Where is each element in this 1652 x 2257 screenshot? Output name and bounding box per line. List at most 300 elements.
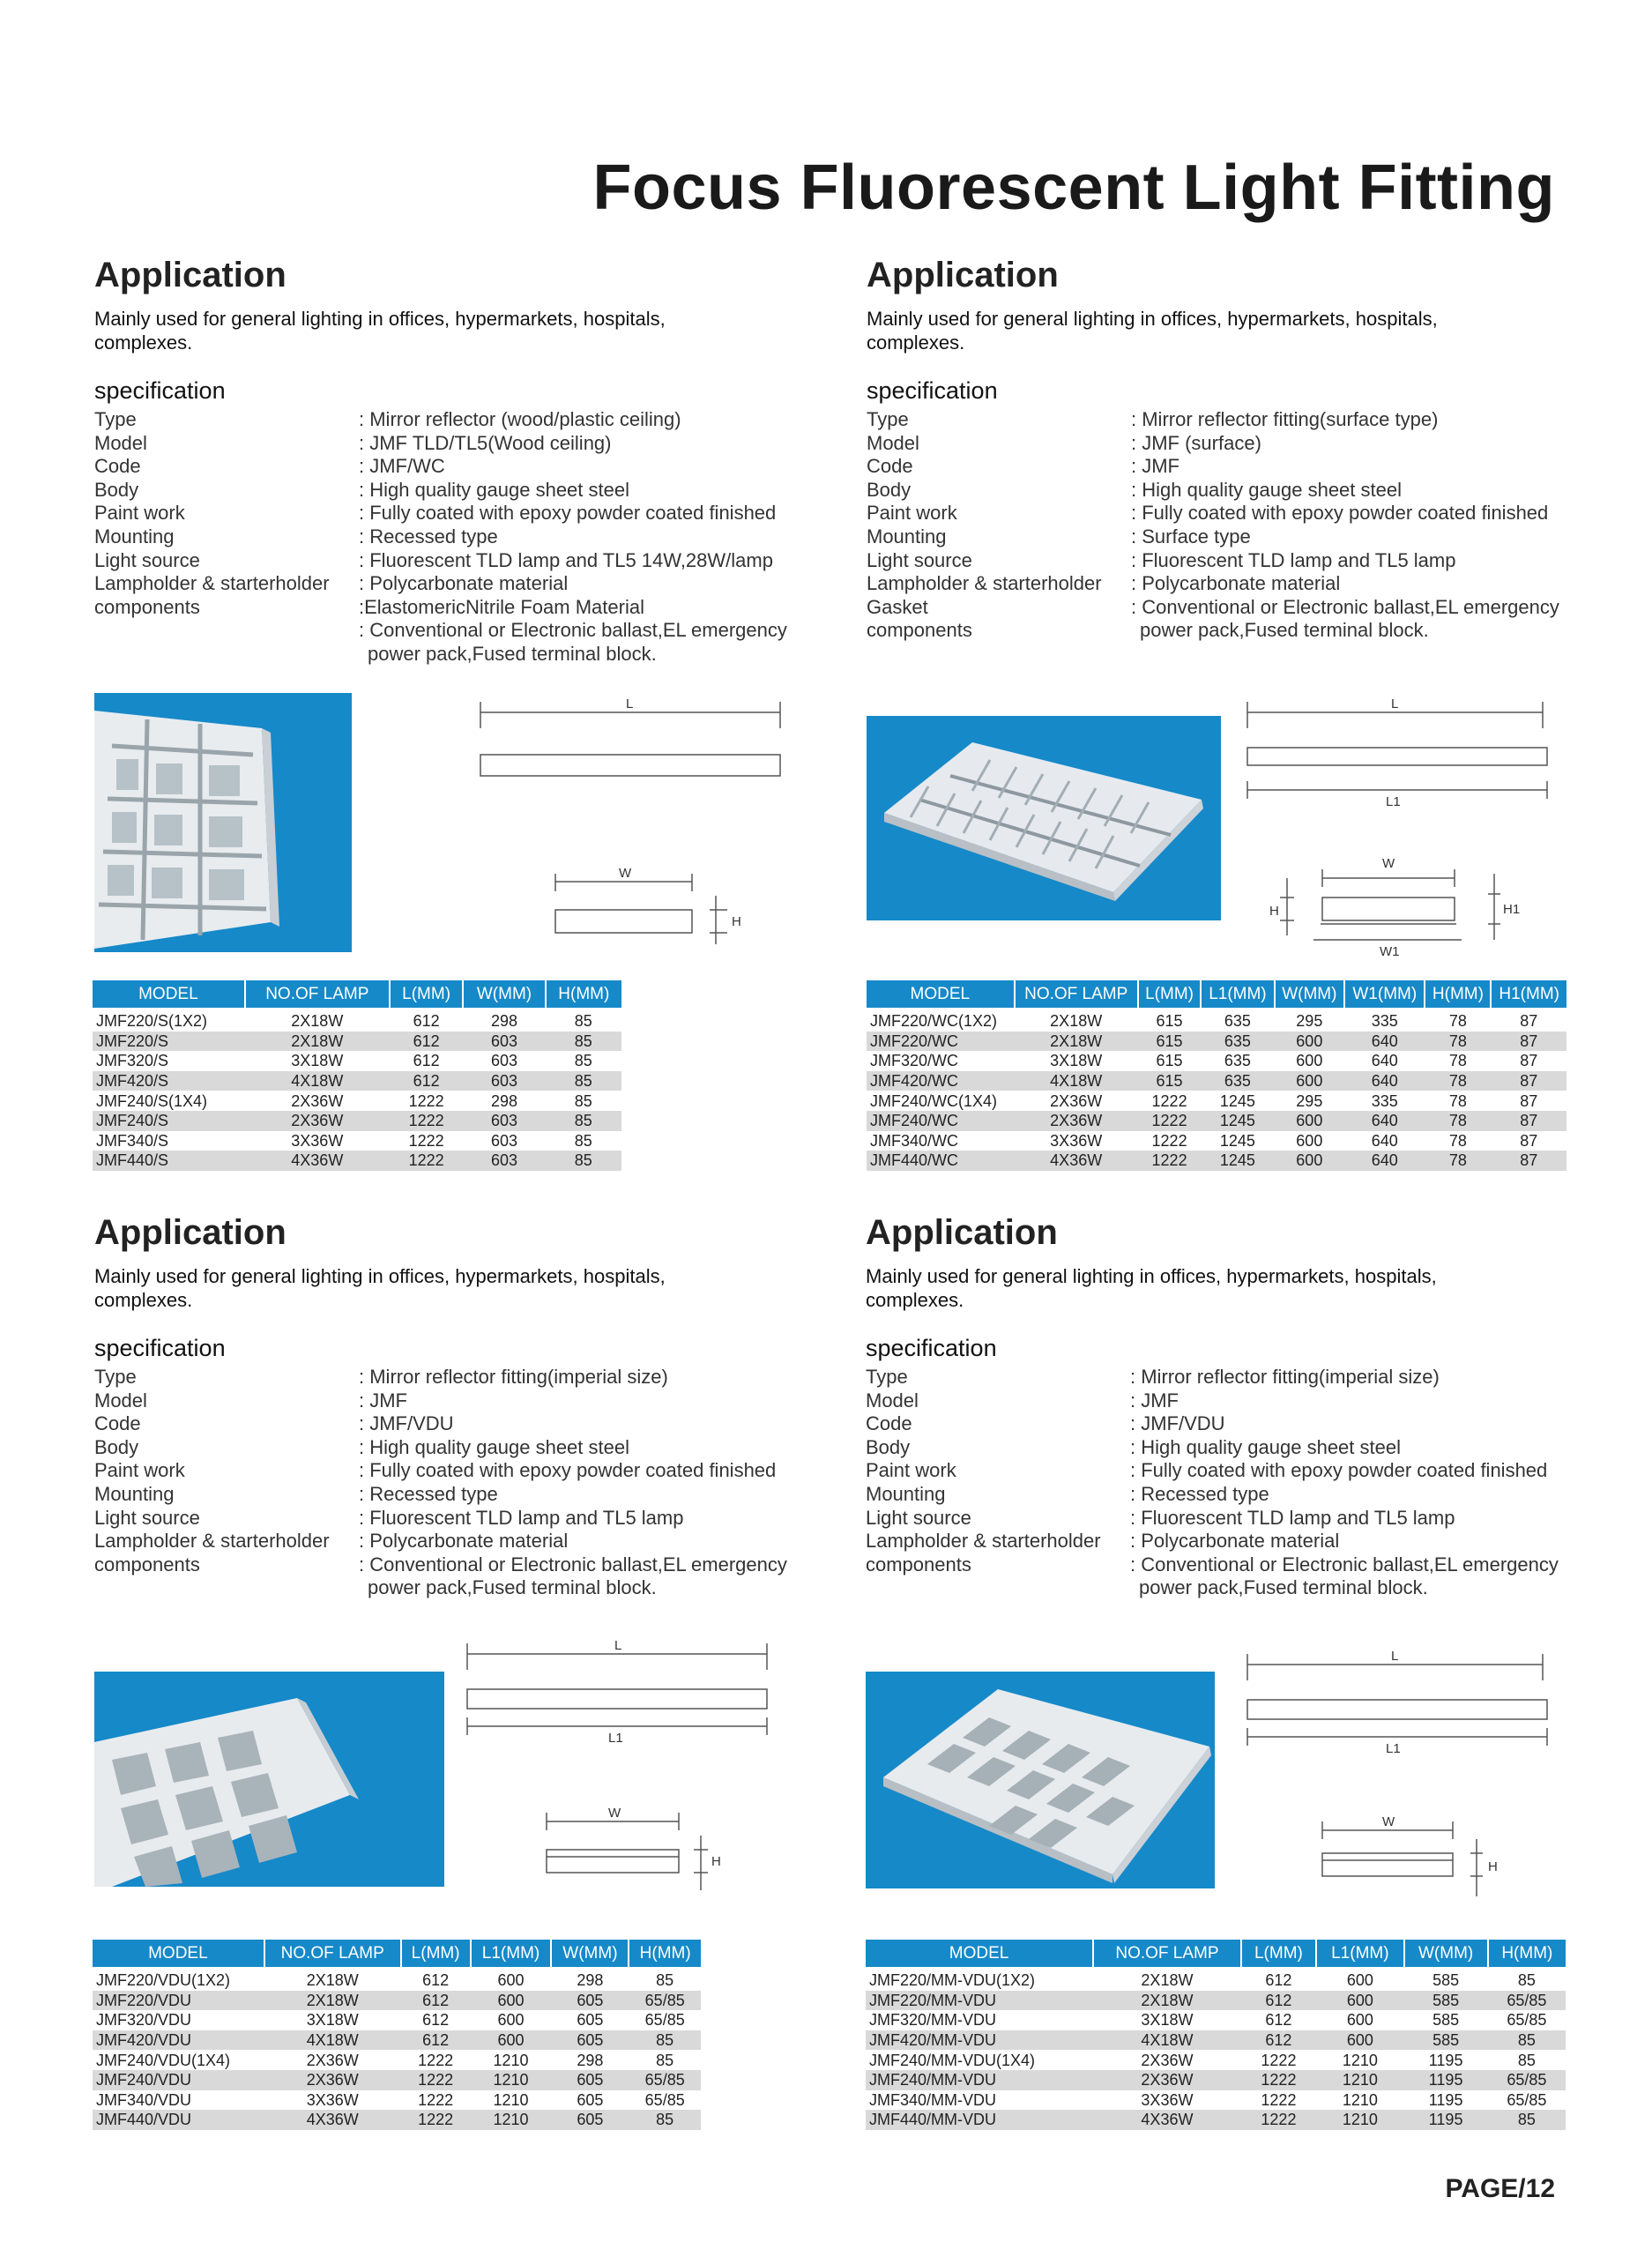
spec-value: : Fluorescent TLD lamp and TL5 14W,28W/lamp: [359, 548, 773, 571]
table-cell: JMF240/VDU(1X4): [96, 2051, 231, 2069]
spec-key: Body: [94, 1435, 139, 1458]
table-cell: 585: [1404, 2030, 1488, 2051]
table-cell: 600: [1275, 1151, 1345, 1171]
spec-key: Lampholder & starterholder: [867, 572, 1102, 595]
page-number: PAGE/12: [1445, 2174, 1555, 2203]
table-cell: 78: [1425, 1151, 1491, 1171]
spec-value: : High quality gauge sheet steel: [1131, 478, 1402, 501]
table-cell: JMF220/MM-VDU(1X2): [869, 1971, 1036, 1990]
table-cell: 85: [546, 1111, 621, 1131]
spec-value: : Recessed type: [1130, 1482, 1269, 1505]
spec-key: Body: [94, 478, 139, 501]
spec-value: : Fluorescent TLD lamp and TL5 lamp: [1131, 548, 1456, 571]
table-cell: JMF220/VDU: [93, 1991, 264, 2011]
spec-list: [94, 1366, 808, 1600]
label-H: H: [1488, 1859, 1498, 1874]
table-cell: JMF220/WC: [867, 1032, 1015, 1052]
column-header: MODEL: [866, 1940, 1093, 1967]
table-cell: 1210: [493, 2051, 529, 2069]
table-cell: 78: [1425, 1071, 1491, 1091]
spec-key: Light source: [94, 548, 200, 571]
spec-value: power pack,Fused terminal block.: [368, 642, 657, 665]
table-cell: 600: [471, 2030, 552, 2051]
table-cell: 1210: [1316, 2070, 1403, 2090]
table-cell: 600: [1346, 1971, 1373, 1990]
table-cell: 85: [574, 1131, 592, 1150]
table-row: [867, 1111, 1566, 1131]
table-cell: 1195: [1404, 2070, 1488, 2090]
table-cell: 612: [401, 1991, 471, 2011]
table-cell: 295: [1296, 1012, 1323, 1031]
spec-key: Type: [94, 1366, 137, 1388]
column-header: H(MM): [629, 1940, 701, 1967]
table-cell: 640: [1344, 1032, 1425, 1052]
table-cell: 605: [551, 2030, 629, 2051]
spec-row: [94, 479, 808, 503]
spec-key: Model: [94, 1389, 147, 1412]
table-cell: 603: [463, 1151, 545, 1171]
table-header-row: [93, 1940, 701, 1967]
spec-value: :ElastomericNitrile Foam Material: [359, 595, 644, 618]
spec-key: Mounting: [94, 525, 175, 547]
table-cell: 605: [551, 2110, 629, 2130]
spec-key: Type: [867, 408, 909, 430]
spec-list: [866, 1366, 1580, 1600]
spec-value: : JMF TLD/TL5(Wood ceiling): [359, 431, 612, 454]
table-row: [93, 2110, 701, 2130]
spec-key: Mounting: [866, 1482, 946, 1505]
table-cell: 4X18W: [245, 1071, 390, 1091]
table-cell: 87: [1491, 1032, 1566, 1052]
table-row: [93, 2030, 701, 2051]
table-cell: 78: [1448, 1012, 1467, 1031]
table-cell: 298: [577, 1971, 604, 1990]
specification-heading: specification: [866, 1335, 997, 1361]
table-cell: 585: [1404, 1991, 1488, 2011]
label-W: W: [619, 866, 632, 881]
product-photo-surface-type: [867, 716, 1221, 920]
dimension-drawing-top-left: [476, 693, 793, 949]
spec-key: Model: [867, 431, 919, 454]
table-cell: 298: [577, 2051, 604, 2069]
spec-value: : Fully coated with epoxy powder coated finished: [1131, 502, 1549, 525]
table-cell: 3X18W: [1141, 2011, 1194, 2030]
column-header: W(MM): [1404, 1940, 1488, 1967]
spec-row: [867, 572, 1581, 596]
spec-value: : Mirror reflector (wood/plastic ceiling): [359, 408, 681, 430]
table-row: [867, 1051, 1566, 1071]
spec-row: [866, 1459, 1580, 1483]
spec-key: [94, 643, 359, 667]
table-cell: 2X18W: [264, 1991, 401, 2011]
table-cell: JMF220/MM-VDU: [866, 1991, 1093, 2011]
table-cell: 2X36W: [1093, 2070, 1241, 2090]
table-row: [867, 1032, 1566, 1052]
label-L1: L1: [1386, 1741, 1401, 1756]
table-header-row: [867, 980, 1566, 1008]
section-top-left: [94, 257, 808, 667]
table-cell: 640: [1344, 1071, 1425, 1091]
table-row: [93, 1091, 621, 1111]
spec-row: [866, 1507, 1580, 1531]
spec-row: [94, 1436, 808, 1460]
spec-value: : High quality gauge sheet steel: [1130, 1435, 1401, 1458]
table-row: [93, 1051, 621, 1071]
table-header-row: [93, 980, 621, 1008]
spec-value: : JMF/WC: [359, 455, 445, 478]
spec-row: [94, 455, 808, 479]
spec-row: [94, 643, 808, 667]
table-cell: 85: [1488, 2030, 1566, 2051]
table-cell: 1195: [1428, 2051, 1463, 2069]
table-cell: 612: [422, 1971, 450, 1990]
table-cell: 1210: [471, 2110, 552, 2130]
column-header: L(MM): [1241, 1940, 1316, 1967]
table-cell: 85: [546, 1071, 621, 1091]
table-cell: 4X36W: [1093, 2110, 1241, 2130]
spec-value: : Polycarbonate material: [1130, 1530, 1340, 1553]
table-cell: 603: [490, 1052, 518, 1070]
product-photo-mm-vdu: [866, 1672, 1215, 1888]
table-cell: 2X18W: [1015, 1032, 1138, 1052]
table-cell: 2X18W: [291, 1012, 344, 1031]
spec-key: Paint work: [866, 1459, 956, 1482]
spec-value: : Mirror reflector fitting(imperial size): [1130, 1366, 1440, 1388]
spec-key: Model: [94, 431, 147, 454]
application-text: Mainly used for general lighting in offices, hypermarkets, hospitals, complexes.: [94, 1265, 666, 1311]
spec-key: Light source: [866, 1506, 971, 1529]
spec-value: : Fully coated with epoxy powder coated finished: [359, 1459, 777, 1482]
table-cell: 298: [490, 1012, 518, 1031]
spec-row: [94, 1412, 808, 1436]
table-cell: JMF440/VDU: [93, 2110, 264, 2130]
table-cell: 615: [1138, 1071, 1202, 1091]
table-cell: 1195: [1428, 2090, 1463, 2109]
table-cell: 635: [1201, 1071, 1274, 1091]
table-cell: 600: [1296, 1052, 1323, 1070]
spec-row: [867, 408, 1581, 432]
spec-key: Code: [867, 455, 913, 478]
table-cell: JMF420/WC: [867, 1071, 1015, 1091]
dimension-drawing-bottom-left: [463, 1635, 780, 1890]
spec-key: components: [867, 619, 972, 642]
spec-row: [94, 502, 808, 525]
spec-key: Body: [867, 478, 912, 501]
spec-key: Type: [866, 1366, 908, 1388]
spec-row: [867, 596, 1581, 620]
table-row: [93, 1151, 621, 1171]
spec-value: power pack,Fused terminal block.: [1140, 619, 1429, 642]
spec-value: : Recessed type: [359, 1482, 498, 1505]
table-cell: 640: [1371, 1131, 1398, 1150]
table-cell: JMF220/S(1X2): [96, 1012, 208, 1031]
table-cell: 3X18W: [1050, 1052, 1103, 1070]
spec-value: : Conventional or Electronic ballast,EL emergency: [1131, 595, 1559, 618]
spec-key: Light source: [94, 1506, 200, 1529]
table-cell: 635: [1224, 1012, 1251, 1031]
spec-value: : Fully coated with epoxy powder coated finished: [359, 502, 777, 525]
spec-key: Gasket: [867, 595, 928, 618]
table-cell: JMF340/MM-VDU: [869, 2090, 997, 2109]
label-H: H: [732, 914, 741, 929]
table-cell: 85: [574, 1091, 592, 1110]
table-cell: 85: [574, 1052, 592, 1070]
column-header: MODEL: [867, 980, 1015, 1008]
column-header: L(MM): [1138, 980, 1202, 1008]
label-W1: W1: [1380, 944, 1400, 959]
spec-value: : JMF (surface): [1131, 431, 1261, 454]
table-cell: 1222: [390, 1111, 464, 1131]
table-cell: 612: [1241, 1991, 1316, 2011]
column-header: W1(MM): [1344, 980, 1425, 1008]
table-cell: 1245: [1201, 1111, 1274, 1131]
product-photo-recessed-wood-ceiling: [94, 693, 352, 952]
table-cell: 603: [463, 1071, 545, 1091]
table-cell: 1222: [408, 1091, 444, 1110]
column-header: L1(MM): [1201, 980, 1274, 1008]
table-cell: 87: [1491, 1111, 1566, 1131]
table-cell: JMF220/VDU(1X2): [96, 1971, 231, 1990]
label-L: L: [614, 1638, 622, 1653]
table-cell: JMF240/WC: [867, 1111, 1015, 1131]
table-cell: 612: [390, 1032, 464, 1052]
table-cell: 600: [1275, 1032, 1345, 1052]
table-cell: 1222: [408, 1131, 444, 1150]
table-cell: JMF220/S: [93, 1032, 245, 1052]
table-row: [867, 1151, 1566, 1171]
table-cell: 4X18W: [264, 2030, 401, 2051]
table-cell: 2X18W: [1141, 1971, 1194, 1990]
application-heading: Application: [94, 1213, 286, 1252]
column-header: H1(MM): [1491, 980, 1566, 1008]
spec-value: : Conventional or Electronic ballast,EL emergency: [359, 1553, 787, 1575]
table-row: [93, 2050, 701, 2070]
table-cell: 1245: [1201, 1151, 1274, 1171]
table-cell: JMF240/S: [93, 1111, 245, 1131]
table-cell: 600: [1275, 1071, 1345, 1091]
table-cell: 612: [422, 2011, 450, 2030]
spec-row: [867, 549, 1581, 573]
table-cell: 1210: [471, 2070, 552, 2090]
table-cell: JMF440/WC: [867, 1151, 1015, 1171]
table-cell: JMF240/VDU: [93, 2070, 264, 2090]
table-cell: 1222: [1241, 2070, 1316, 2090]
spec-row: [866, 1436, 1580, 1460]
table-cell: 335: [1371, 1012, 1398, 1031]
table-row: [866, 1991, 1566, 2011]
table-cell: 603: [463, 1032, 545, 1052]
label-W: W: [1382, 1814, 1395, 1829]
spec-key: components: [94, 1553, 200, 1575]
spec-value: : Fully coated with epoxy powder coated finished: [1130, 1459, 1548, 1482]
label-L1: L1: [608, 1731, 623, 1746]
label-L1: L1: [1386, 794, 1401, 809]
table-cell: JMF220/WC(1X2): [870, 1012, 998, 1031]
application-text: Mainly used for general lighting in offices, hypermarkets, hospitals, complexes.: [94, 308, 666, 354]
table-cell: 85: [656, 1971, 674, 1990]
table-cell: 4X18W: [1093, 2030, 1241, 2051]
table-cell: 65/85: [644, 2090, 685, 2109]
table-cell: 78: [1448, 1091, 1467, 1110]
table-cell: 2X36W: [291, 1091, 344, 1110]
spec-value: : JMF: [1131, 455, 1179, 478]
table-cell: 1222: [401, 2110, 471, 2130]
column-header: H(MM): [546, 980, 621, 1008]
section-bottom-right: [866, 1215, 1580, 1600]
table-cell: 600: [497, 2011, 525, 2030]
table-cell: 635: [1224, 1052, 1251, 1070]
column-header: NO.OF LAMP: [1093, 1940, 1241, 1967]
table-row: [867, 1091, 1566, 1111]
spec-key: [866, 1576, 1130, 1600]
table-cell: 615: [1156, 1052, 1183, 1070]
spec-key: Lampholder & starterholder: [866, 1530, 1101, 1553]
spec-row: [94, 1483, 808, 1507]
table-cell: 1222: [1138, 1111, 1202, 1131]
spec-key: Model: [866, 1389, 919, 1412]
table-cell: 3X36W: [306, 2090, 359, 2109]
table-cell: 640: [1344, 1111, 1425, 1131]
table-cell: 3X36W: [1141, 2090, 1194, 2109]
table-cell: 1210: [493, 2090, 529, 2109]
spec-table-top-right: [867, 980, 1566, 1171]
spec-row: [94, 525, 808, 549]
table-cell: 635: [1201, 1032, 1274, 1052]
table-cell: 1210: [1342, 2051, 1378, 2069]
table-cell: 615: [1156, 1012, 1183, 1031]
spec-row: [866, 1553, 1580, 1577]
label-W: W: [1382, 856, 1395, 871]
table-row: [93, 1032, 621, 1052]
table-cell: 78: [1448, 1131, 1467, 1150]
spec-value: : Surface type: [1131, 525, 1251, 547]
table-cell: 65/85: [1488, 1991, 1566, 2011]
table-cell: 87: [1491, 1151, 1566, 1171]
label-L: L: [1391, 696, 1399, 711]
table-cell: JMF320/MM-VDU: [869, 2011, 997, 2030]
spec-row: [94, 1366, 808, 1389]
table-row: [867, 1008, 1566, 1032]
table-cell: 2X36W: [264, 2070, 401, 2090]
table-cell: 3X36W: [1050, 1131, 1103, 1150]
application-heading: Application: [867, 256, 1059, 294]
spec-row: [94, 572, 808, 596]
spec-row: [94, 1459, 808, 1483]
spec-row: [94, 1576, 808, 1600]
spec-row: [94, 1530, 808, 1553]
table-cell: 600: [1346, 2011, 1373, 2030]
table-cell: JMF240/S(1X4): [96, 1091, 208, 1110]
table-cell: 85: [574, 1012, 592, 1031]
table-cell: 1245: [1219, 1131, 1255, 1150]
dimension-drawing-top-right: [1234, 693, 1569, 966]
table-cell: JMF420/S: [93, 1071, 245, 1091]
spec-table-top-left: [93, 980, 621, 1171]
label-W: W: [608, 1806, 621, 1821]
table-cell: 612: [401, 2030, 471, 2051]
table-cell: 603: [463, 1111, 545, 1131]
table-cell: 85: [1517, 1971, 1536, 1990]
spec-value: : JMF/VDU: [1130, 1412, 1225, 1435]
table-cell: 87: [1520, 1052, 1538, 1070]
spec-row: [867, 525, 1581, 549]
column-header: W(MM): [1275, 980, 1345, 1008]
table-cell: 612: [1241, 2030, 1316, 2051]
page-title: Focus Fluorescent Light Fitting: [592, 153, 1555, 223]
product-photo-imperial-vdu: [94, 1672, 444, 1887]
table-cell: 2X36W: [306, 2051, 359, 2069]
table-cell: 1245: [1219, 1091, 1255, 1110]
spec-value: : Fluorescent TLD lamp and TL5 lamp: [1130, 1506, 1455, 1529]
table-cell: 612: [413, 1052, 440, 1070]
application-heading: Application: [866, 1213, 1058, 1252]
spec-row: [94, 596, 808, 620]
table-cell: 85: [656, 2051, 674, 2069]
table-cell: 2X18W: [1050, 1012, 1103, 1031]
table-cell: 87: [1491, 1071, 1566, 1091]
spec-value: : Conventional or Electronic ballast,EL emergency: [359, 619, 787, 642]
table-row: [93, 1111, 621, 1131]
spec-value: power pack,Fused terminal block.: [368, 1576, 657, 1599]
table-cell: 605: [577, 2011, 604, 2030]
spec-row: [866, 1483, 1580, 1507]
table-cell: 612: [413, 1012, 440, 1031]
table-cell: 2X36W: [1015, 1111, 1138, 1131]
table-cell: 600: [497, 1971, 525, 1990]
table-cell: 1222: [418, 2051, 454, 2069]
column-header: NO.OF LAMP: [1015, 980, 1138, 1008]
table-cell: 1195: [1404, 2110, 1488, 2130]
table-cell: JMF340/VDU: [96, 2090, 192, 2109]
column-header: L1(MM): [471, 1940, 552, 1967]
spec-row: [94, 549, 808, 573]
spec-row: [94, 408, 808, 432]
column-header: NO.OF LAMP: [245, 980, 390, 1008]
table-cell: 1222: [1138, 1151, 1202, 1171]
dimension-drawing-bottom-right: [1234, 1645, 1569, 1901]
table-cell: 85: [629, 2030, 701, 2051]
spec-list: [867, 408, 1581, 643]
table-cell: 600: [471, 1991, 552, 2011]
spec-value: : High quality gauge sheet steel: [359, 478, 629, 501]
table-cell: JMF240/MM-VDU: [866, 2070, 1093, 2090]
spec-row: [867, 619, 1581, 643]
spec-row: [866, 1576, 1580, 1600]
spec-value: : Mirror reflector fitting(imperial size): [359, 1366, 668, 1388]
table-cell: 65/85: [1507, 2011, 1547, 2030]
table-cell: JMF420/VDU: [93, 2030, 264, 2051]
spec-key: Mounting: [94, 1482, 175, 1505]
column-header: H(MM): [1425, 980, 1491, 1008]
spec-table-bottom-right: [866, 1940, 1566, 2130]
table-cell: 3X18W: [291, 1052, 344, 1070]
table-cell: 4X18W: [1015, 1071, 1138, 1091]
table-row: [93, 2090, 701, 2111]
application-text: Mainly used for general lighting in offices, hypermarkets, hospitals, complexes.: [866, 1265, 1437, 1311]
spec-key: Body: [866, 1435, 911, 1458]
table-cell: 1210: [1316, 2110, 1403, 2130]
spec-key: Code: [866, 1412, 912, 1435]
spec-key: Code: [94, 1412, 141, 1435]
spec-table-bottom-left: [93, 1940, 701, 2130]
table-cell: 85: [1488, 2110, 1566, 2130]
table-cell: 298: [490, 1091, 518, 1110]
spec-key: [94, 1576, 359, 1600]
table-cell: 605: [577, 2090, 604, 2109]
label-L: L: [626, 696, 634, 711]
table-cell: 612: [1265, 2011, 1292, 2030]
table-row: [93, 1991, 701, 2011]
